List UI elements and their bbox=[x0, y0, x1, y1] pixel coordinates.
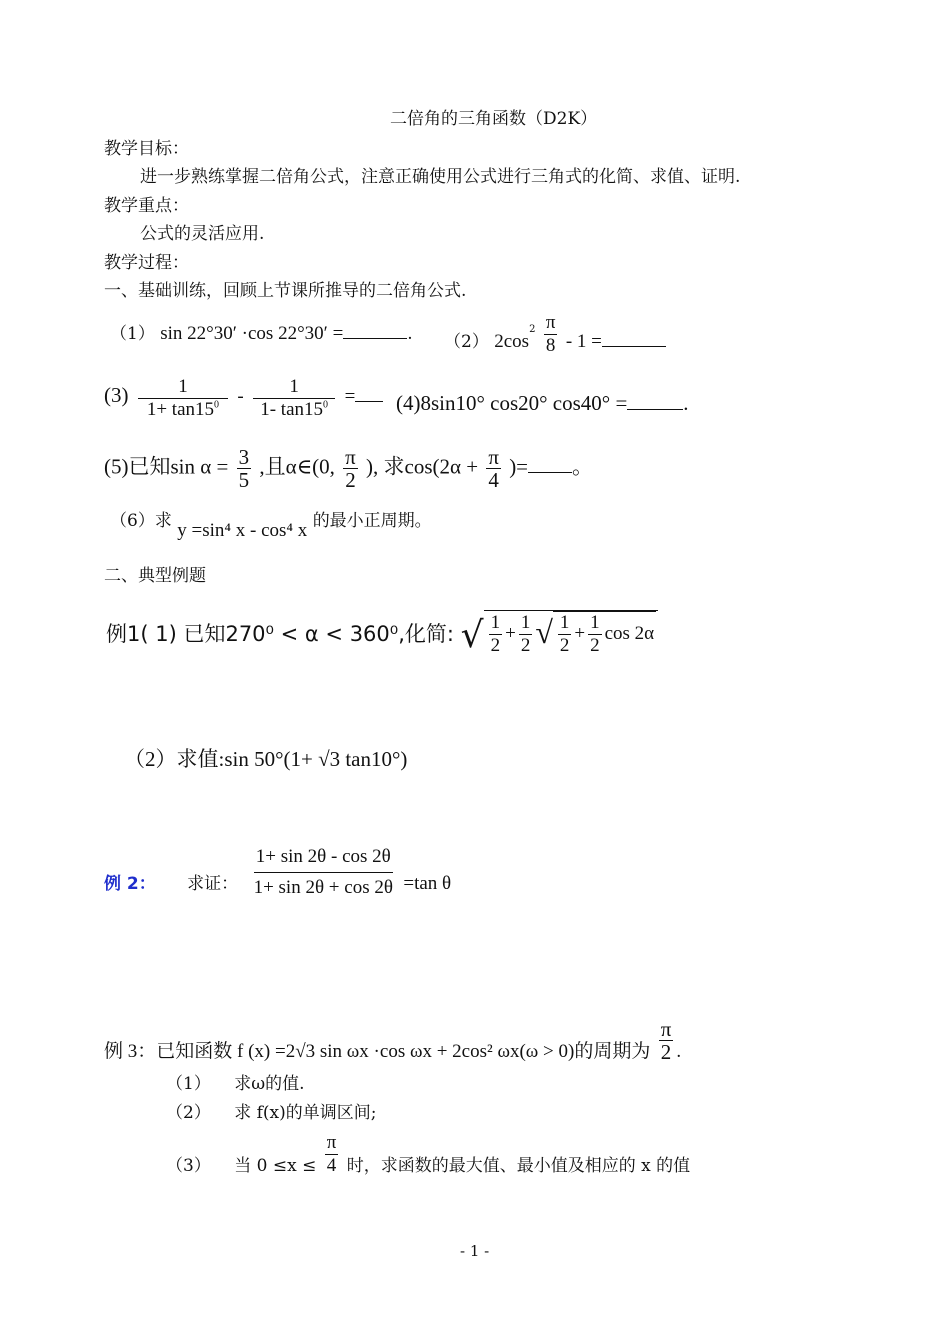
example-1-half-b bbox=[519, 612, 533, 657]
example-3-text: 例 3：已知函数 f (x) =2√3 sin ωx ·cos ωx + 2cos² ωx(ω > 0)的周期为 bbox=[104, 1041, 651, 1062]
question-5-text-1: (5)已知sin α = bbox=[104, 454, 229, 479]
answer-blank-5[interactable] bbox=[528, 456, 572, 473]
question-1: （1） sin 22°30′ ·cos 22°30′ = . bbox=[110, 323, 413, 344]
question-5-pi: π bbox=[345, 445, 356, 469]
example-1-half-d-num: 1 bbox=[590, 612, 600, 633]
example-2-numerator: 1+ sin 2θ - cos 2θ bbox=[254, 846, 393, 873]
goal-text: 进一步熟练掌握二倍角公式，注意正确使用公式进行三角式的化简、求值、证明. bbox=[140, 167, 741, 187]
example-1-half-a-den: 2 bbox=[490, 635, 501, 656]
subquestion-1-text: 求ω的值. bbox=[234, 1074, 305, 1094]
subquestion-2-label: （2） bbox=[166, 1103, 211, 1123]
question-5-pi-over-4 bbox=[486, 446, 501, 491]
subquestion-3-text-b: 时，求函数的最大值、最小值及相应的 x 的值 bbox=[346, 1156, 691, 1176]
example-1-half-c bbox=[558, 612, 572, 657]
question-3-denominator-2: 1- $\tan 15^0$ bbox=[260, 399, 329, 420]
question-6-label: （6）求 bbox=[110, 511, 172, 531]
example-1-text: 例1( 1) 已知270⁰ < α < 360⁰,化简: bbox=[106, 621, 454, 646]
question-5-text-3: ), 求cos(2α + bbox=[366, 454, 479, 479]
sqrt-icon: √ bbox=[460, 614, 484, 656]
question-2-denominator: 8 bbox=[545, 335, 556, 356]
example-1-half-c-den: 2 bbox=[559, 635, 570, 656]
example-3-subquestion-2 bbox=[166, 1102, 377, 1124]
section-1-heading: 一、基础训练，回顾上节课所推导的二倍角公式. bbox=[104, 281, 467, 301]
question-3-denominator-1: $1+ \tan 15^0$ bbox=[146, 399, 220, 420]
subquestion-2-text: 求 f(x)的单调区间; bbox=[234, 1103, 377, 1123]
question-2-expression-b: - 1 = bbox=[565, 331, 602, 352]
example-3-subquestion-3 bbox=[166, 1132, 690, 1177]
example-3-two: 2 bbox=[660, 1040, 672, 1064]
example-3-dot: . bbox=[676, 1041, 682, 1062]
question-3-label: (3) bbox=[104, 383, 129, 407]
inner-sqrt-icon: √ bbox=[535, 613, 553, 650]
subquestion-3-pi: π bbox=[326, 1132, 337, 1153]
example-1-cos: cos 2α bbox=[604, 622, 655, 644]
question-6-tail: 的最小正周期。 bbox=[312, 511, 432, 531]
question-5 bbox=[104, 446, 593, 491]
question-4-label: (4)8sin10° bbox=[396, 391, 485, 415]
question-4: (4)8sin10° cos20° cos40° = . bbox=[396, 391, 689, 415]
example-1-radicand: $\frac{1}{2}$ + $\frac{1}{2}$ √ $\frac{1}{2}$ + $\frac{1}{2}$ cos 2α bbox=[484, 610, 659, 657]
example-2 bbox=[104, 846, 451, 899]
example-2-denominator: 1+ sin 2θ + cos 2θ bbox=[253, 877, 393, 898]
example-2-label: 例 2： bbox=[104, 874, 156, 894]
example-3-period bbox=[659, 1018, 674, 1063]
question-4-expression: cos20° cos40° = bbox=[490, 391, 628, 415]
question-5-text-4: )= bbox=[509, 454, 529, 479]
question-6-expression: y =sin⁴ x - cos⁴ x bbox=[177, 520, 308, 541]
page-title: 二倍角的三角函数（D2K） bbox=[390, 109, 598, 129]
focus-text: 公式的灵活应用. bbox=[140, 224, 265, 244]
example-1-inner-radicand: $\frac{1}{2}$ + $\frac{1}{2}$ cos 2α bbox=[553, 611, 656, 657]
answer-blank-1[interactable] bbox=[343, 322, 407, 339]
section-2-heading: 二、典型例题 bbox=[104, 566, 206, 586]
question-5-two: 2 bbox=[345, 468, 356, 492]
question-3-numerator-1: 1 bbox=[138, 376, 228, 399]
example-1-half-b-den: 2 bbox=[520, 635, 531, 656]
question-5-pi-over-2 bbox=[343, 446, 358, 491]
question-3-denominator-2-text: 1- tan15 bbox=[260, 399, 324, 420]
answer-blank-2[interactable] bbox=[602, 330, 666, 347]
question-1-label: （1） bbox=[110, 324, 155, 344]
question-5-text-2: ,且α∈(0, bbox=[259, 454, 335, 479]
question-5-pi-2: π bbox=[488, 445, 499, 469]
subquestion-3-four: 4 bbox=[326, 1155, 337, 1176]
question-6 bbox=[110, 510, 432, 541]
question-3: (3) $\frac{1}{1+ \tan 15^0}$ - $\frac{1}{1- \tan 15^0}$ = bbox=[104, 376, 383, 421]
process-heading: 教学过程： bbox=[104, 253, 189, 273]
question-3-numerator-2: 1 bbox=[253, 376, 335, 399]
example-3 bbox=[104, 1018, 681, 1063]
page-number: - 1 - bbox=[460, 1242, 490, 1260]
question-3-fraction-1 bbox=[138, 376, 228, 421]
example-1-half-b-num: 1 bbox=[520, 612, 531, 633]
subquestion-1-label: （1） bbox=[166, 1074, 211, 1094]
example-2-prove: 求证： bbox=[187, 874, 239, 894]
question-2 bbox=[444, 312, 666, 357]
example-3-subquestion-1 bbox=[166, 1073, 305, 1095]
example-1-half-d-den: 2 bbox=[590, 635, 600, 656]
question-2-fraction bbox=[544, 312, 558, 357]
example-1-half-a bbox=[489, 612, 503, 657]
question-2-exponent: 2 bbox=[529, 324, 536, 336]
question-5-fraction bbox=[237, 446, 252, 491]
example-1-half-c-num: 1 bbox=[559, 612, 570, 633]
example-2-rhs: =tan θ bbox=[403, 873, 452, 894]
answer-blank-4[interactable] bbox=[627, 393, 683, 410]
answer-blank-3[interactable] bbox=[355, 385, 383, 402]
subquestion-3-text-a: 当 0 ≤x ≤ bbox=[234, 1156, 317, 1176]
example-1-half-d bbox=[588, 612, 602, 657]
question-2-numerator: π bbox=[545, 312, 556, 333]
question-3-fraction-2 bbox=[253, 376, 335, 421]
question-1-expression: sin 22°30′ ·cos 22°30′ = bbox=[160, 323, 344, 344]
subquestion-3-label: （3） bbox=[166, 1156, 211, 1176]
question-5-four: 4 bbox=[488, 468, 499, 492]
example-1-part-2: （2）求值:sin 50°(1+ √3 tan10°) bbox=[124, 747, 408, 771]
example-3-pi: π bbox=[660, 1017, 672, 1041]
question-2-label: （2） bbox=[444, 332, 489, 352]
question-5-denominator: 5 bbox=[238, 468, 250, 492]
focus-heading: 教学重点： bbox=[104, 196, 189, 216]
subquestion-3-fraction bbox=[325, 1132, 339, 1177]
question-2-expression-a: 2cos bbox=[494, 331, 530, 352]
goal-heading: 教学目标： bbox=[104, 139, 189, 159]
question-5-end: 。 bbox=[572, 454, 594, 479]
example-2-fraction bbox=[252, 846, 395, 899]
question-5-numerator: 3 bbox=[238, 445, 250, 469]
question-3-denominator-1-text: 1+ tan15 bbox=[146, 399, 215, 420]
example-1-half-a-num: 1 bbox=[490, 612, 501, 633]
example-1 bbox=[106, 610, 658, 657]
